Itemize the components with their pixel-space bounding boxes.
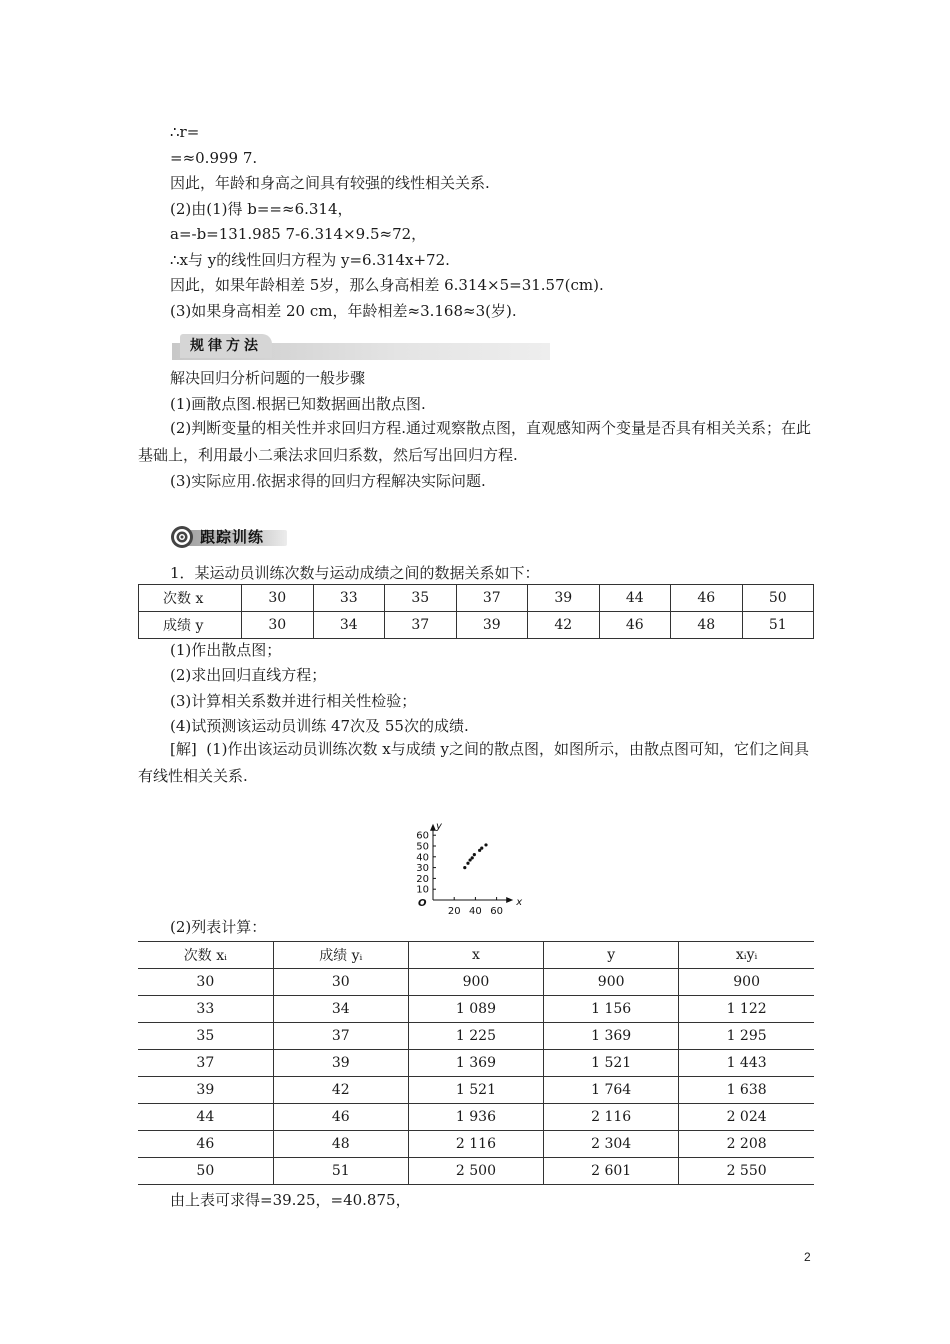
table-cell: 1 156 [544, 996, 679, 1023]
table-cell: 1 225 [408, 1023, 543, 1050]
table-cell: 44 [138, 1104, 273, 1131]
table-cell: 1 369 [544, 1023, 679, 1050]
table-cell: 1 638 [679, 1077, 814, 1104]
table-row [138, 1023, 814, 1050]
r-formula-line: ∴r= [170, 123, 200, 141]
task-1: (1)作出散点图； [170, 641, 282, 659]
x-axis-label: x [516, 897, 523, 908]
table-cell: 33 [313, 585, 385, 612]
column-header: 次数 xᵢ [138, 942, 273, 969]
table-cell: 900 [679, 969, 814, 996]
method-step-2 [138, 415, 818, 469]
correlation-conclusion: 因此，年龄和身高之间具有较强的线性相关关系. [170, 174, 490, 192]
table-cell: 1 521 [408, 1077, 543, 1104]
table-cell: 46 [599, 612, 671, 639]
table-cell: 39 [273, 1050, 408, 1077]
y-tick-label: 10 [416, 884, 429, 896]
x-tick-label: 40 [469, 906, 482, 915]
origin-label: O [418, 898, 427, 909]
table-cell: 30 [242, 585, 314, 612]
table-cell: 30 [138, 969, 273, 996]
y-tick-label: 40 [416, 852, 429, 864]
table-cell: 1 936 [408, 1104, 543, 1131]
table-cell: 1 369 [408, 1050, 543, 1077]
column-header: xᵢyᵢ [679, 942, 814, 969]
y-tick-label: 20 [416, 873, 429, 885]
table-cell: 2 208 [679, 1131, 814, 1158]
table-cell: 1 443 [679, 1050, 814, 1077]
table-cell: 48 [671, 612, 743, 639]
page-number: 2 [804, 1250, 811, 1264]
table-cell: 37 [273, 1023, 408, 1050]
table-cell: 2 024 [679, 1104, 814, 1131]
table-cell: 30 [273, 969, 408, 996]
table-cell: 44 [599, 585, 671, 612]
calc-result: 由上表可求得=39.25，=40.875， [170, 1191, 411, 1209]
table-cell: 46 [138, 1131, 273, 1158]
calc-heading: (2)列表计算： [170, 918, 267, 936]
a-coefficient-line: a=-b=131.985 7-6.314×9.5≈72， [170, 225, 427, 243]
row-header-y: 成绩 y [139, 612, 242, 639]
table-cell: 2 500 [408, 1158, 543, 1185]
scatter-point [466, 862, 469, 865]
task-2: (2)求出回归直线方程； [170, 666, 327, 684]
table-cell: 37 [138, 1050, 273, 1077]
table-row [138, 969, 814, 996]
solution-tag: [解] [170, 740, 197, 758]
table-cell: 35 [385, 585, 457, 612]
table-row [138, 1050, 814, 1077]
table-row [138, 1104, 814, 1131]
table-cell: 900 [408, 969, 543, 996]
table-cell: 34 [313, 612, 385, 639]
table-cell: 42 [273, 1077, 408, 1104]
table-header-row [138, 942, 814, 969]
method-step-2-text: (2)判断变量的相关性并求回归方程.通过观察散点图，直观感知两个变量是否具有相关关系；在此基础上，利用最小二乘法求回归系数，然后写出回归方程. [138, 419, 812, 464]
scatter-point [484, 843, 487, 846]
table-cell: 37 [456, 585, 528, 612]
table-cell: 50 [138, 1158, 273, 1185]
exercise-banner-title: 跟踪训练 [200, 528, 265, 546]
method-step-1: (1)画散点图.根据已知数据画出散点图. [170, 395, 426, 413]
method-intro: 解决回归分析问题的一般步骤 [170, 369, 366, 387]
scatter-point [480, 847, 483, 850]
x-tick-label: 20 [447, 906, 461, 915]
table-row [138, 1131, 814, 1158]
table-cell: 2 304 [544, 1131, 679, 1158]
column-header: y [544, 942, 679, 969]
table-cell: 2 550 [679, 1158, 814, 1185]
method-step-3: (3)实际应用.依据求得的回归方程解决实际问题. [170, 472, 486, 490]
table-row [138, 996, 814, 1023]
scatter-point [471, 856, 474, 859]
task-4: (4)试预测该运动员训练 47次及 55次的成绩. [170, 717, 469, 735]
table-cell: 46 [273, 1104, 408, 1131]
row-header-x: 次数 x [139, 585, 242, 612]
table-cell: 1 089 [408, 996, 543, 1023]
scatter-point [463, 866, 466, 869]
table-cell: 2 601 [544, 1158, 679, 1185]
solution-paragraph [138, 736, 818, 790]
table-cell: 900 [544, 969, 679, 996]
table-cell: 34 [273, 996, 408, 1023]
x-tick-label: 60 [490, 906, 503, 915]
table-cell: 30 [242, 612, 314, 639]
table-cell: 35 [138, 1023, 273, 1050]
table-cell: 2 116 [544, 1104, 679, 1131]
table-cell: 42 [528, 612, 600, 639]
y-tick-label: 60 [416, 830, 429, 842]
method-banner-title: 规律方法 [180, 334, 272, 358]
table-row [138, 1158, 814, 1185]
regression-equation-line: ∴x与 y的线性回归方程为 y=6.314x+72. [170, 251, 450, 269]
table-row [139, 612, 814, 639]
y-axis-label: y [436, 820, 442, 832]
exercise-question: 1．某运动员训练次数与运动成绩之间的数据关系如下： [170, 564, 540, 582]
b-coefficient-line: (2)由(1)得 b==≈6.314， [170, 200, 353, 218]
table-cell: 51 [273, 1158, 408, 1185]
task-3: (3)计算相关系数并进行相关性检验； [170, 692, 417, 710]
table-cell: 37 [385, 612, 457, 639]
solution-text: (1)作出该运动员训练次数 x与成绩 y之间的散点图，如图所示，由散点图可知，它们之间具有线性相关关系. [138, 740, 809, 785]
table-cell: 33 [138, 996, 273, 1023]
column-header: 成绩 yᵢ [273, 942, 408, 969]
x-axis-arrow [506, 897, 513, 903]
calculation-table [138, 941, 814, 1185]
table-cell: 39 [528, 585, 600, 612]
table-cell: 1 764 [544, 1077, 679, 1104]
table-cell: 39 [138, 1077, 273, 1104]
age-difference-line: 因此，如果年龄相差 5岁，那么身高相差 6.314×5=31.57(cm). [170, 276, 604, 294]
scatter-point [473, 853, 476, 856]
table-cell: 46 [671, 585, 743, 612]
r-value-line: =≈0.999 7. [170, 149, 258, 167]
table-row [138, 1077, 814, 1104]
part3-line: (3)如果身高相差 20 cm，年龄相差≈3.168≈3(岁). [170, 302, 517, 320]
table-cell: 1 521 [544, 1050, 679, 1077]
scatter-plot [403, 790, 578, 915]
table-cell: 48 [273, 1131, 408, 1158]
table-cell: 50 [742, 585, 814, 612]
table-cell: 39 [456, 612, 528, 639]
column-header: x [408, 942, 543, 969]
table-cell: 2 116 [408, 1131, 543, 1158]
table-row [139, 585, 814, 612]
training-data-table [138, 584, 814, 639]
table-cell: 1 122 [679, 996, 814, 1023]
table-cell: 51 [742, 612, 814, 639]
y-tick-label: 50 [416, 841, 429, 853]
table-cell: 1 295 [679, 1023, 814, 1050]
y-tick-label: 30 [416, 863, 429, 875]
target-icon [170, 525, 194, 549]
